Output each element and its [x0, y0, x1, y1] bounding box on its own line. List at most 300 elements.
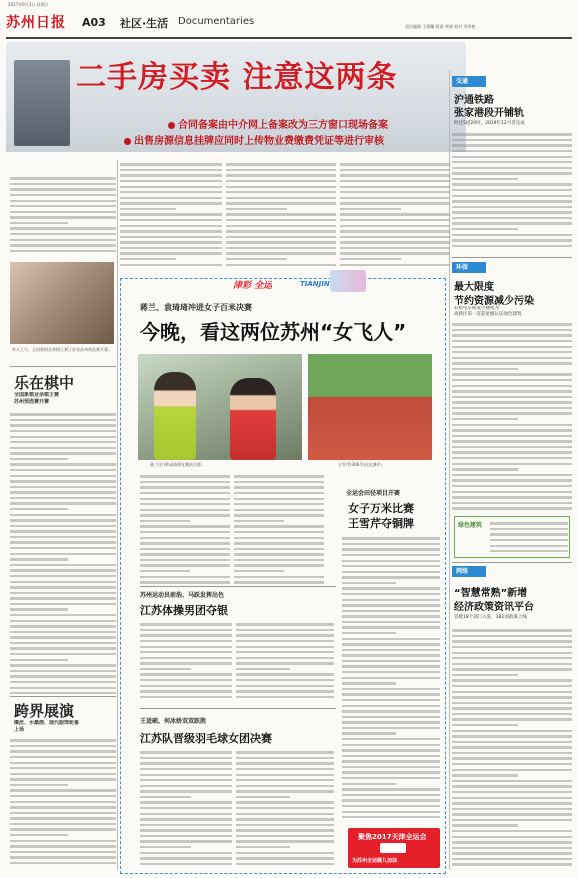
text-line [342, 548, 440, 550]
environment-headline-1: 最大限度 [454, 282, 494, 293]
text-line [342, 744, 440, 746]
text-line [10, 862, 116, 864]
divider [452, 257, 572, 258]
text-line [342, 682, 396, 684]
text-line [342, 654, 440, 656]
text-line [452, 841, 572, 843]
text-line [140, 662, 232, 664]
text-line [452, 189, 572, 191]
text-line [140, 498, 230, 500]
text-line [342, 621, 440, 623]
text-line [140, 673, 232, 675]
text-line [10, 497, 116, 499]
text-line [452, 763, 572, 765]
text-line [452, 200, 572, 202]
text-line [342, 816, 440, 818]
text-line [490, 522, 568, 524]
text-line [342, 537, 440, 539]
traffic-headline-2: 张家港段开铺轨 [454, 108, 524, 119]
relay-headline-1: 女子万米比赛 [348, 502, 414, 515]
text-line [140, 840, 232, 842]
text-line [452, 228, 518, 230]
gymnastics-headline: 江苏体操男团夺银 [140, 604, 228, 617]
text-line [10, 659, 68, 661]
text-line [226, 230, 336, 232]
article-body [452, 626, 572, 870]
text-line [342, 732, 396, 734]
text-line [10, 642, 116, 644]
text-line [140, 525, 230, 527]
text-line [340, 252, 450, 254]
text-line [140, 564, 230, 566]
text-line [342, 677, 440, 679]
text-line [10, 823, 116, 825]
text-line [452, 735, 572, 737]
text-line [140, 852, 232, 854]
text-line [10, 620, 116, 622]
tag-environment: 环保 [452, 262, 486, 273]
text-line [452, 346, 572, 348]
text-line [342, 788, 440, 790]
environment-subheadline: 有机电车研发大楼成为 高新区第一连获星级认证绿色建筑 [454, 306, 522, 317]
article-body [10, 174, 116, 256]
text-line [140, 629, 232, 631]
text-line [236, 818, 334, 820]
text-line [452, 824, 518, 826]
text-line [226, 264, 336, 266]
text-line [234, 537, 324, 539]
text-line [236, 796, 290, 798]
badminton-headline: 江苏队晋级羽毛球女团决赛 [140, 732, 272, 745]
text-line [236, 668, 290, 670]
text-line [226, 252, 336, 254]
text-line [452, 847, 572, 849]
sports-headline: 今晚，看这两位苏州“女飞人” [140, 320, 407, 344]
text-line [140, 801, 232, 803]
banner-photo [14, 60, 70, 146]
chess-headline: 乐在棋中 [14, 374, 75, 392]
article-body [236, 620, 334, 702]
text-line [226, 213, 336, 215]
text-line [236, 863, 334, 865]
text-line [452, 813, 572, 815]
text-line [236, 679, 334, 681]
page-number: A03 [82, 16, 106, 29]
photo-caption: 昨天上午，全国象棋业余棋王赛江苏省苏州预选赛开幕。 [12, 347, 112, 352]
text-line [10, 183, 116, 185]
text-line [452, 373, 572, 375]
text-line [10, 250, 116, 252]
text-line [452, 362, 572, 364]
text-line [234, 581, 324, 583]
text-line [226, 202, 336, 204]
bullet-icon [168, 122, 175, 129]
text-line [140, 668, 191, 670]
text-line [140, 768, 232, 770]
text-line [140, 553, 230, 555]
text-line [236, 813, 334, 815]
text-line [490, 550, 568, 552]
text-line [10, 670, 116, 672]
athlete-figure [230, 378, 276, 460]
text-line [140, 696, 232, 698]
section-name-en: Documentaries [178, 16, 255, 27]
text-line [140, 542, 230, 544]
text-line [452, 172, 572, 174]
divider [10, 696, 116, 697]
tag-network: 网络 [452, 566, 486, 577]
text-line [234, 509, 324, 511]
green-building-title: 绿色建筑 [458, 522, 483, 529]
text-line [140, 796, 191, 798]
text-line [452, 863, 572, 865]
text-line [10, 851, 116, 853]
text-line [140, 757, 232, 759]
text-line [10, 486, 116, 488]
text-line [452, 507, 572, 509]
text-line [10, 419, 116, 421]
chess-subheadline: 全国象棋业余棋王赛 苏州预选赛开赛 [14, 392, 60, 405]
text-line [342, 571, 440, 573]
tag-traffic: 交通 [452, 76, 486, 87]
text-line [452, 752, 572, 754]
text-line [120, 163, 222, 165]
badminton-kicker: 王适硕、何冰娇双双跃胜 [140, 718, 207, 725]
text-line [452, 496, 572, 498]
text-line [342, 705, 440, 707]
article-body [452, 320, 572, 512]
text-line [226, 247, 336, 249]
text-line [10, 692, 116, 694]
text-line [452, 652, 572, 654]
text-line [452, 357, 572, 359]
photo-caption: 王雪芹(306号)在比赛中。 [338, 462, 385, 467]
text-line [140, 581, 230, 583]
text-line [340, 174, 450, 176]
text-line [120, 197, 222, 199]
text-line [10, 514, 116, 516]
text-line [340, 163, 450, 165]
text-line [236, 651, 334, 653]
text-line [140, 779, 232, 781]
text-line [452, 167, 572, 169]
text-line [234, 514, 324, 516]
text-line [236, 629, 334, 631]
text-line [140, 807, 232, 809]
text-line [452, 368, 518, 370]
gymnastics-kicker: 苏州运动员前浩、马跃发挥出色 [140, 592, 225, 599]
text-line [10, 239, 116, 241]
text-line [342, 766, 440, 768]
chess-photo [10, 262, 114, 344]
text-line [10, 458, 68, 460]
section-name: 社区·生活 [120, 17, 169, 30]
promo-title: 聚焦2017天津全运会 [358, 833, 427, 841]
text-line [340, 264, 450, 266]
text-line [236, 623, 334, 625]
text-line [10, 762, 116, 764]
text-line [452, 696, 572, 698]
athlete-figure [154, 372, 196, 460]
text-line [342, 738, 440, 740]
text-line [120, 230, 222, 232]
text-line [342, 665, 440, 667]
text-line [10, 795, 116, 797]
text-line [452, 774, 518, 776]
text-line [452, 479, 572, 481]
banner-title: 二手房买卖 注意这两条 [76, 60, 398, 95]
text-line [10, 801, 116, 803]
text-line [10, 581, 116, 583]
text-line [342, 688, 440, 690]
text-line [452, 323, 572, 325]
text-line [452, 852, 572, 854]
text-line [342, 576, 440, 578]
text-line [10, 452, 116, 454]
text-line [140, 857, 232, 859]
text-line [234, 542, 324, 544]
text-line [452, 183, 572, 185]
text-line [452, 685, 572, 687]
text-line [236, 774, 334, 776]
text-line [452, 640, 572, 642]
text-line [342, 632, 396, 634]
text-line [340, 191, 450, 193]
text-line [226, 208, 287, 210]
text-line [452, 468, 518, 470]
text-line [10, 200, 116, 202]
text-line [342, 727, 440, 729]
divider [10, 366, 116, 367]
article-body [226, 160, 336, 270]
text-line [140, 785, 232, 787]
relay-headline-2: 王雪芹夺铜牌 [348, 517, 414, 530]
text-line [10, 463, 116, 465]
text-line [452, 668, 572, 670]
text-line [10, 469, 116, 471]
text-line [342, 699, 440, 701]
article-body [340, 160, 450, 270]
sports-logo: 津彩 全运 [233, 281, 273, 291]
text-line [234, 503, 324, 505]
text-line [10, 227, 116, 229]
banner-subtitle-2 [124, 132, 384, 147]
text-line [452, 629, 572, 631]
text-line [452, 635, 572, 637]
text-line [452, 741, 572, 743]
banner-subtitle-1 [168, 116, 388, 131]
text-line [452, 161, 572, 163]
text-line [236, 852, 334, 854]
text-line [140, 576, 230, 578]
text-line [10, 177, 116, 179]
text-line [10, 834, 68, 836]
text-line [10, 194, 116, 196]
text-line [120, 258, 176, 260]
sports-logo-side: TIANJIN [300, 280, 330, 288]
text-line [340, 241, 450, 243]
header-rule [6, 37, 572, 39]
text-line [452, 819, 572, 821]
text-line [452, 401, 572, 403]
column-rule [117, 160, 118, 870]
text-line [452, 657, 572, 659]
text-line [236, 807, 334, 809]
text-line [340, 225, 450, 227]
text-line [236, 835, 334, 837]
text-line [140, 623, 232, 625]
text-line [342, 805, 440, 807]
text-line [10, 647, 116, 649]
text-line [234, 520, 284, 522]
text-line [10, 812, 116, 814]
text-line [452, 340, 572, 342]
divider [452, 562, 572, 563]
text-line [342, 783, 396, 785]
text-line [452, 195, 572, 197]
text-line [226, 241, 336, 243]
text-line [236, 685, 334, 687]
text-line [236, 846, 290, 848]
text-line [342, 599, 440, 601]
text-line [452, 730, 572, 732]
text-line [140, 646, 232, 648]
text-line [10, 233, 116, 235]
text-line [140, 774, 232, 776]
text-line [10, 687, 116, 689]
article-body [234, 472, 324, 584]
text-line [236, 857, 334, 859]
text-line [342, 755, 440, 757]
text-line [10, 636, 116, 638]
banner-subtitle-2-text: 出售房源信息挂牌应同时上传物业费缴费凭证等进行审核 [134, 136, 384, 147]
text-line [342, 582, 396, 584]
text-line [342, 716, 440, 718]
text-line [120, 213, 222, 215]
text-line [340, 258, 401, 260]
text-line [10, 430, 116, 432]
text-line [340, 180, 450, 182]
text-line [10, 205, 116, 207]
text-line [10, 817, 116, 819]
text-line [140, 634, 232, 636]
text-line [236, 696, 334, 698]
text-line [452, 429, 572, 431]
paper-date: 2017年9月3日 星期日 [8, 2, 49, 7]
article-body [140, 748, 232, 866]
text-line [452, 463, 572, 465]
text-line [236, 673, 334, 675]
text-line [452, 474, 572, 476]
text-line [452, 435, 572, 437]
text-line [10, 586, 116, 588]
text-line [120, 219, 222, 221]
text-line [10, 614, 116, 616]
text-line [140, 657, 232, 659]
text-line [340, 186, 450, 188]
text-line [452, 718, 572, 720]
text-line [226, 258, 287, 260]
text-line [10, 767, 116, 769]
text-line [140, 651, 232, 653]
text-line [140, 863, 232, 865]
environment-headline-2: 节约资源减少污染 [454, 296, 534, 307]
text-line [236, 779, 334, 781]
text-line [10, 188, 116, 190]
text-line [10, 806, 116, 808]
editor-info: 责任编辑 王雅馨 版面 黄靖 校对 李翠艳 [405, 24, 476, 29]
text-line [342, 811, 440, 813]
text-line [120, 169, 222, 171]
text-line [342, 660, 440, 662]
text-line [140, 829, 232, 831]
text-line [226, 191, 336, 193]
text-line [452, 396, 572, 398]
text-line [120, 202, 222, 204]
text-line [120, 186, 222, 188]
text-line [452, 206, 572, 208]
text-line [140, 790, 232, 792]
text-line [234, 570, 284, 572]
text-line [236, 785, 334, 787]
text-line [490, 528, 568, 530]
text-line [236, 640, 334, 642]
text-line [140, 492, 230, 494]
banner-subtitle-1-text: 合同备案由中介网上备案改为三方窗口现场备案 [178, 120, 388, 131]
text-line [452, 679, 572, 681]
text-line [452, 245, 572, 247]
text-line [10, 784, 68, 786]
text-line [490, 539, 568, 541]
text-line [340, 202, 450, 204]
text-line [140, 751, 232, 753]
text-line [10, 778, 116, 780]
text-line [10, 756, 116, 758]
text-line [140, 835, 232, 837]
text-line [342, 554, 440, 556]
text-line [10, 840, 116, 842]
text-line [10, 547, 116, 549]
text-line [10, 845, 116, 847]
text-line [452, 724, 518, 726]
text-line [340, 208, 401, 210]
text-line [10, 608, 68, 610]
text-line [234, 559, 324, 561]
text-line [10, 475, 116, 477]
text-line [452, 802, 572, 804]
text-line [452, 329, 572, 331]
text-line [140, 514, 230, 516]
text-line [140, 690, 232, 692]
text-line [226, 180, 336, 182]
text-line [452, 451, 572, 453]
text-line [120, 252, 222, 254]
text-line [10, 558, 68, 560]
text-line [140, 685, 232, 687]
text-line [342, 777, 440, 779]
text-line [10, 222, 68, 224]
text-line [452, 217, 572, 219]
text-line [10, 681, 116, 683]
text-line [10, 413, 116, 415]
text-line [10, 447, 116, 449]
text-line [452, 234, 572, 236]
text-line [10, 773, 116, 775]
relay-kicker: 全运会田径项目开赛 [346, 490, 401, 497]
text-line [234, 564, 324, 566]
text-line [452, 385, 572, 387]
text-line [10, 530, 116, 532]
